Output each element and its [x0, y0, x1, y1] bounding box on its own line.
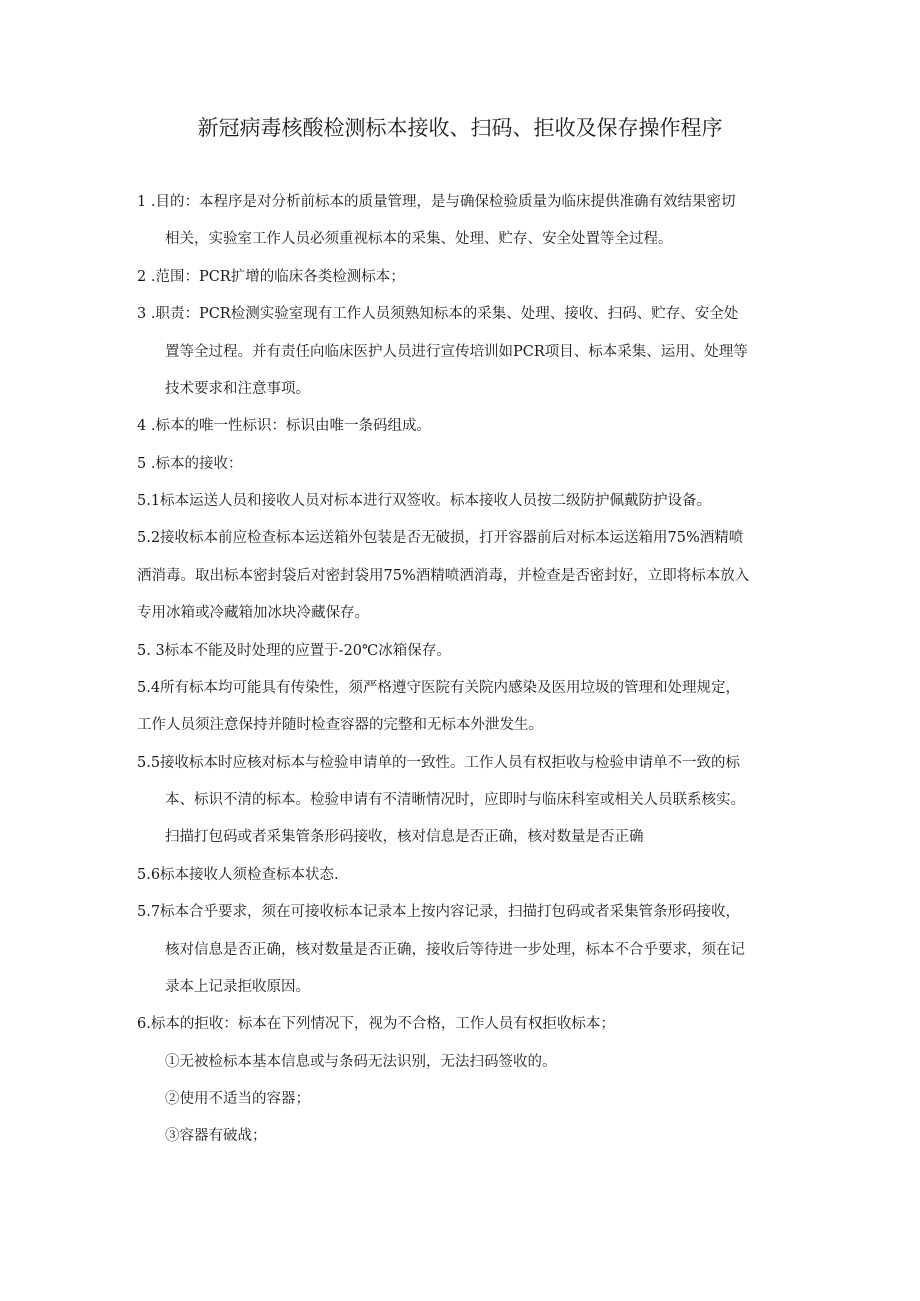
text-line: 5.2接收标本前应检查标本运送箱外包装是否无破损，打开容器前后对标本运送箱用75%酒精喷	[137, 530, 744, 546]
text-line: ②使用不适当的容器；	[165, 1091, 310, 1107]
document-title: 新冠病毒核酸检测标本接收、扫码、拒收及保存操作程序	[197, 116, 723, 140]
text-line: 5.5接收标本时应核对标本与检验申请单的一致性。工作人员有权拒收与检验申请单不一致的标	[137, 755, 741, 771]
text-line: 5.4所有标本均可能具有传染性，须严格遵守医院有关院内感染及医用垃圾的管理和处理规定，	[137, 680, 741, 696]
text-line: 工作人员须注意保持并随时检查容器的完整和无标本外泄发生。	[137, 717, 543, 733]
text-line: ③容器有破战；	[165, 1128, 267, 1144]
text-line: 5 .标本的接收：	[137, 456, 243, 472]
text-line: 5.6标本接收人须检查标本状态.	[137, 867, 339, 883]
text-line: 置等全过程。并有责任向临床医护人员进行宣传培训如PCR项目、标本采集、运用、处理等	[165, 344, 748, 360]
text-line: 扫描打包码或者采集管条形码接收，核对信息是否正确，核对数量是否正确	[165, 829, 644, 845]
text-line: 专用冰箱或冷藏箱加冰块冷藏保存。	[137, 605, 369, 621]
text-line: 5. 3标本不能及时处理的应置于-20℃冰箱保存。	[137, 643, 451, 659]
text-line: 本、标识不清的标本。检验申请有不清晰情况时，应即时与临床科室或相关人员联系核实。	[165, 792, 745, 808]
text-line: 3 .职责：PCR检测实验室现有工作人员须熟知标本的采集、处理、接收、扫码、贮存、安全处	[137, 306, 739, 322]
text-line: 5.1标本运送人员和接收人员对标本进行双签收。标本接收人员按二级防护佩戴防护设备。	[137, 493, 712, 509]
text-line: ①无被检标本基本信息或与条码无法识别，无法扫码签收的。	[165, 1054, 557, 1070]
text-line: 2 .范围：PCR扩增的临床各类检测标本；	[137, 269, 405, 285]
text-line: 6.标本的拒收：标本在下列情况下，视为不合格，工作人员有权拒收标本；	[137, 1016, 615, 1032]
text-line: 相关，实验室工作人员必须重视标本的采集、处理、贮存、安全处置等全过程。	[165, 231, 673, 247]
text-line: 核对信息是否正确，核对数量是否正确，接收后等待进一步处理，标本不合乎要求，须在记	[165, 942, 745, 958]
text-line: 4 .标本的唯一性标识：标识由唯一条码组成。	[137, 418, 431, 434]
text-line: 洒消毒。取出标本密封袋后对密封袋用75%酒精喷洒消毒，并检查是否密封好，立即将标本放入	[137, 568, 750, 584]
text-line: 5.7标本合乎要求，须在可接收标本记录本上按内容记录，扫描打包码或者采集管条形码接收，	[137, 904, 741, 920]
text-line: 技术要求和注意事项。	[165, 381, 310, 397]
text-line: 录本上记录拒收原因。	[165, 979, 310, 995]
text-line: 1 .目的：本程序是对分析前标本的质量管理，是与确保检验质量为临床提供准确有效结果密切	[137, 194, 736, 210]
